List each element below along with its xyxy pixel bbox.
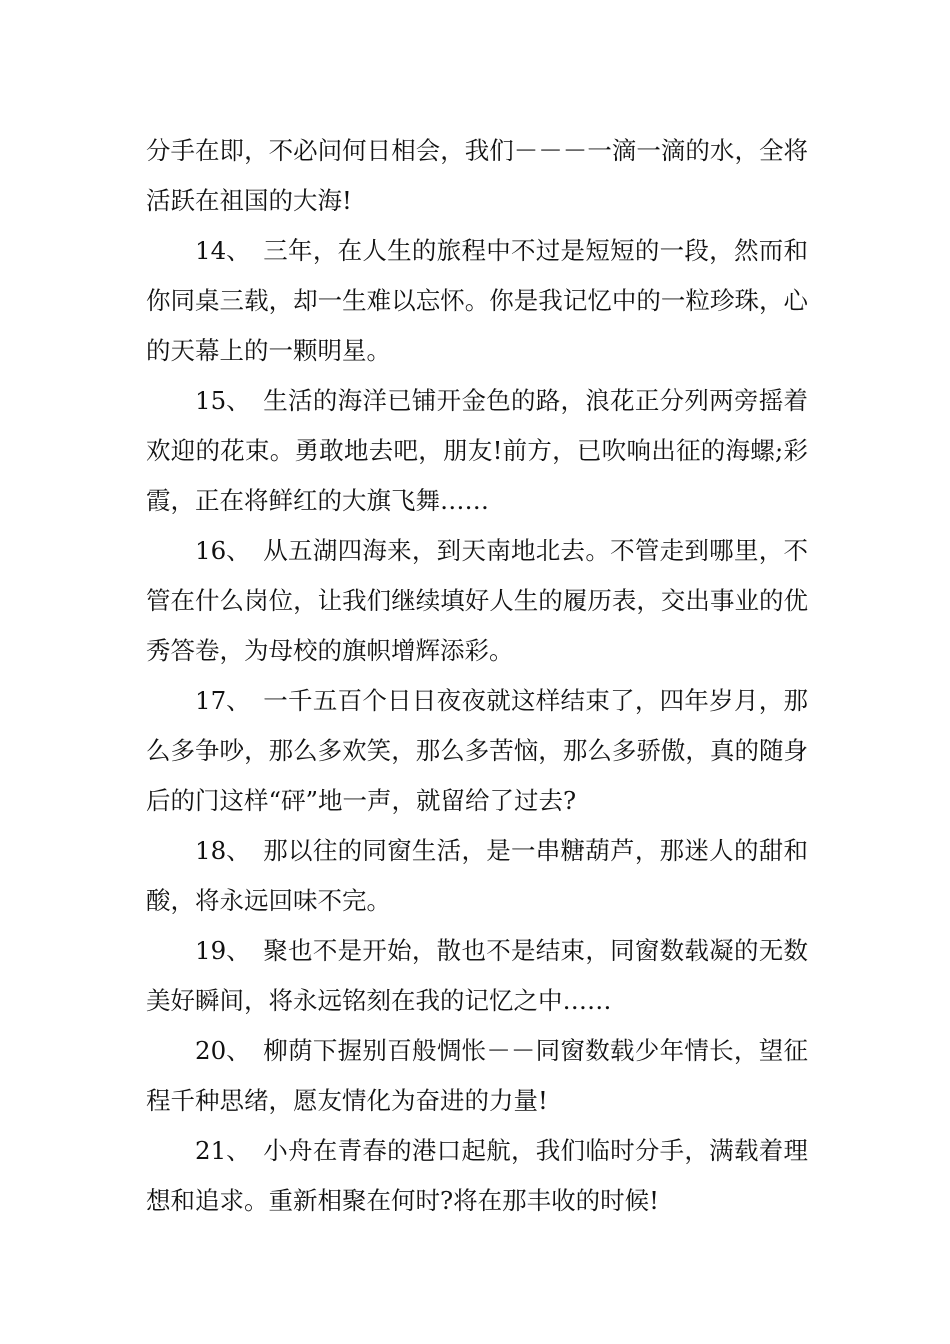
item-number: 18、 [195, 836, 251, 865]
list-item [146, 1026, 808, 1126]
list-item [146, 226, 808, 376]
list-item [146, 376, 808, 526]
document-body [146, 126, 808, 1226]
item-text: 三年，在人生的旅程中不过是短短的一段，然而和你同桌三载，却一生难以忘怀。你是我记忆中的一粒珍珠，心的天幕上的一颗明星。 [146, 236, 808, 365]
item-text: 聚也不是开始，散也不是结束，同窗数载凝的无数美好瞬间，将永远铭刻在我的记忆之中…… [146, 936, 808, 1015]
item-number: 20、 [195, 1036, 251, 1065]
continuation-paragraph: 分手在即，不必问何日相会，我们－－－一滴一滴的水，全将活跃在祖国的大海! [146, 136, 808, 215]
item-text: 小舟在青春的港口起航，我们临时分手，满载着理想和追求。重新相聚在何时?将在那丰收的时候! [146, 1136, 808, 1215]
item-number: 21、 [195, 1136, 251, 1165]
list-item [146, 526, 808, 676]
item-number: 15、 [195, 386, 251, 415]
list-item [146, 676, 808, 826]
list-item [146, 926, 808, 1026]
item-number: 14、 [195, 236, 251, 265]
list-item [146, 1126, 808, 1226]
item-number: 19、 [195, 936, 251, 965]
item-text: 那以往的同窗生活，是一串糖葫芦，那迷人的甜和酸，将永远回味不完。 [146, 836, 808, 915]
item-text: 柳荫下握别百般惆怅－－同窗数载少年情长，望征程千种思绪，愿友情化为奋进的力量! [146, 1036, 808, 1115]
item-text: 一千五百个日日夜夜就这样结束了，四年岁月，那么多争吵，那么多欢笑，那么多苦恼，那么多骄傲，真的随身后的门这样“砰”地一声，就留给了过去? [146, 686, 808, 815]
item-number: 16、 [195, 536, 251, 565]
item-text: 从五湖四海来，到天南地北去。不管走到哪里，不管在什么岗位，让我们继续填好人生的履历表，交出事业的优秀答卷，为母校的旗帜增辉添彩。 [146, 536, 808, 665]
list-item [146, 826, 808, 926]
item-number: 17、 [195, 686, 251, 715]
item-text: 生活的海洋已铺开金色的路，浪花正分列两旁摇着欢迎的花束。勇敢地去吧，朋友!前方，已吹响出征的海螺;彩霞，正在将鲜红的大旗飞舞…… [146, 386, 808, 515]
